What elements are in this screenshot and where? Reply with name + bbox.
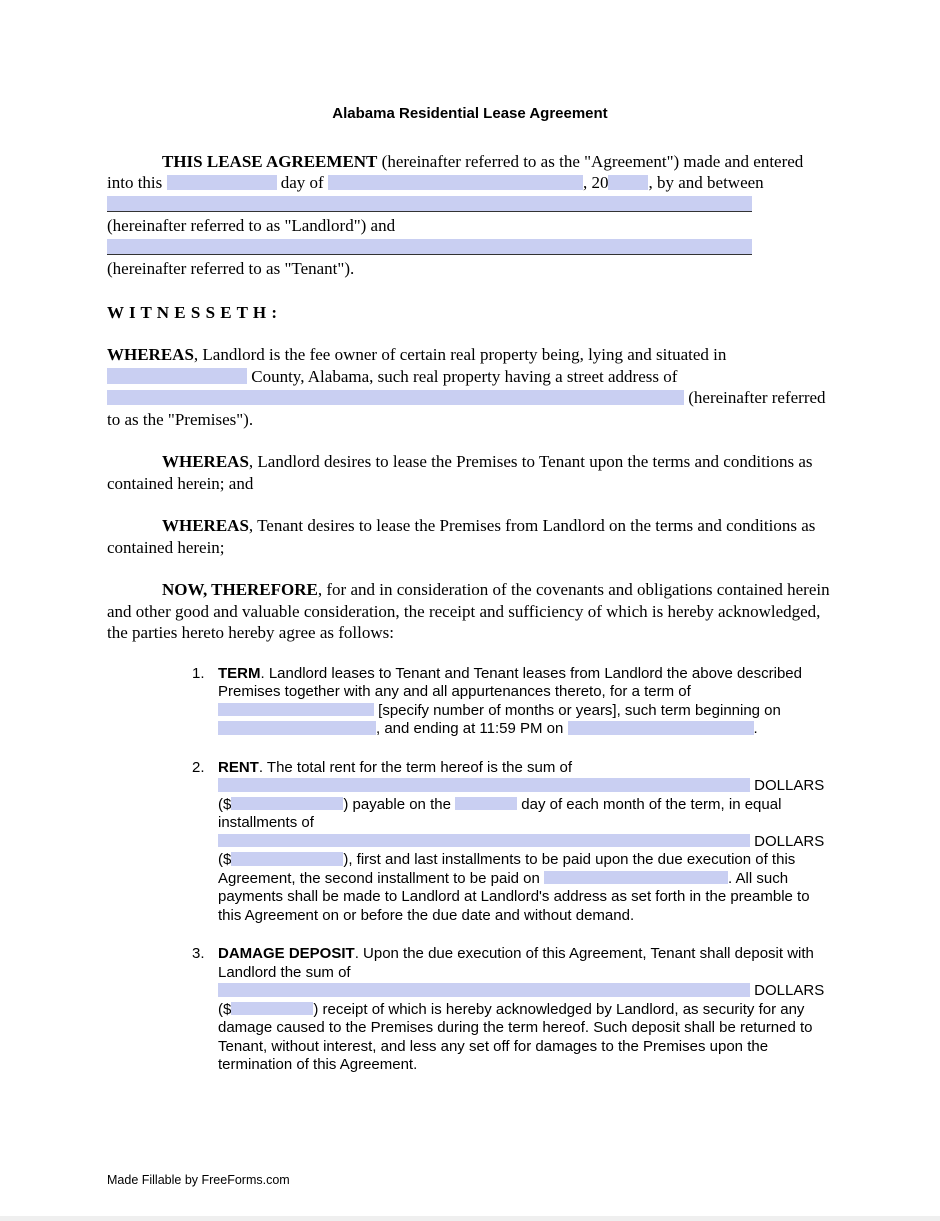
text-run: , by and between	[648, 173, 764, 192]
text-run: day of	[276, 173, 328, 192]
page-title: Alabama Residential Lease Agreement	[332, 105, 608, 122]
text-run: , Tenant desires to lease the Premises from Landlord on the terms and conditions as contained herein;	[107, 516, 816, 557]
bold-text-run: THIS LEASE AGREEMENT	[162, 151, 378, 171]
bold-text-run: WHEREAS	[162, 452, 249, 471]
now-therefore-paragraph	[107, 579, 833, 644]
bold-text-run: NOW, THEREFORE	[162, 580, 318, 599]
fillable-blank-field[interactable]	[544, 871, 728, 885]
text-run: , Landlord is the fee owner of certain real property being, lying and situated in	[193, 345, 727, 364]
bold-text-run: TERM	[218, 664, 261, 682]
text-run: (hereinafter referred to as "Tenant").	[107, 259, 355, 278]
footer-note: Made Fillable by FreeForms.com	[107, 1173, 290, 1187]
whereas-landlord-paragraph	[107, 451, 833, 494]
text-run: DOLLARS ($	[218, 832, 825, 868]
fillable-blank-field[interactable]	[328, 175, 583, 190]
clause-term	[107, 665, 833, 739]
text-run: County, Alabama, such real property having a street address of	[247, 366, 678, 386]
clause-damage-deposit-number: 3.	[192, 945, 205, 962]
text-run: , 20	[582, 173, 609, 192]
fillable-blank-field[interactable]	[218, 983, 750, 997]
text-run: , and ending at 11:59 PM on	[376, 720, 568, 737]
text-run: . The total rent for the term hereof is the sum of	[258, 758, 573, 776]
text-run: day of each month of the term, in equal installments of	[218, 795, 782, 831]
fillable-blank-field[interactable]	[568, 721, 754, 735]
page-bottom-edge	[0, 1216, 940, 1221]
opening-paragraph	[107, 151, 833, 280]
text-run: DOLLARS ($	[218, 777, 825, 813]
clause-rent	[107, 759, 833, 926]
bold-text-run: DAMAGE DEPOSIT	[218, 945, 355, 962]
clause-rent-number: 2.	[192, 758, 205, 776]
text-run: ), first and last installments to be paid upon the due execution of this Agreement, the second installment to be paid on	[218, 851, 796, 887]
clause-damage-deposit	[107, 945, 833, 1075]
text-run: . Landlord leases to Tenant and Tenant leases from Landlord the above described Premises together with any and all appurtenances thereto, for a term of	[218, 664, 802, 700]
text-run: DOLLARS ($	[218, 982, 825, 1018]
fillable-blank-field[interactable]	[218, 703, 374, 717]
text-run: . All such payments shall be made to Landlord at Landlord's address as set forth in the preamble to this Agreement on or before the due date and without demand.	[218, 869, 810, 924]
fillable-blank-field[interactable]	[218, 834, 750, 848]
clause-term-body	[218, 665, 833, 739]
fillable-blank-field[interactable]	[455, 797, 517, 811]
text-run: ) receipt of which is hereby acknowledged by Landlord, as security for any damage caused to the Premises during the term hereof. Such deposit shall be returned to Tenant, without interest, and less any set off for damages to the Premises upon the termination of this Agreement.	[218, 1000, 813, 1073]
fillable-blank-field[interactable]	[107, 368, 247, 383]
fillable-blank-field[interactable]	[167, 175, 277, 190]
text-run: .	[753, 720, 758, 737]
text-run: (hereinafter referred to as the "Premises").	[107, 388, 826, 429]
whereas-tenant-paragraph	[107, 515, 833, 558]
clause-term-number: 1.	[192, 664, 205, 682]
whereas-owner-paragraph	[107, 344, 833, 430]
text-run: (hereinafter referred to as the "Agreement") made and entered into this	[107, 151, 804, 192]
fillable-blank-field[interactable]	[218, 721, 376, 735]
bold-text-run: WHEREAS	[162, 516, 249, 535]
bold-text-run: WHEREAS	[107, 345, 194, 364]
bold-text-run: RENT	[218, 758, 259, 776]
fillable-blank-field[interactable]	[107, 196, 752, 211]
fillable-blank-field[interactable]	[231, 797, 343, 811]
text-run: . Upon the due execution of this Agreement, Tenant shall deposit with Landlord the sum of	[218, 945, 814, 981]
text-run: ) payable on the	[343, 795, 456, 813]
text-run: , Landlord desires to lease the Premises to Tenant upon the terms and conditions as contained herein; and	[107, 452, 813, 493]
fillable-blank-field[interactable]	[231, 852, 343, 866]
fillable-blank-field[interactable]	[218, 778, 750, 792]
text-run: , for and in consideration of the covenants and obligations contained herein and other good and valuable consideration, the receipt and sufficiency of which is hereby acknowledged, the parties hereto hereby agree as follows:	[107, 580, 830, 642]
text-run: [specify number of months or years], such term beginning on	[374, 701, 781, 719]
clause-list	[107, 665, 833, 1075]
fillable-blank-field[interactable]	[107, 239, 752, 254]
witnesseth-heading: W I T N E S S E T H :	[107, 302, 278, 322]
fillable-blank-field[interactable]	[107, 390, 684, 405]
fillable-blank-field[interactable]	[608, 175, 648, 190]
clause-rent-body	[218, 759, 833, 926]
text-run: (hereinafter referred to as "Landlord") and	[107, 216, 396, 235]
clause-damage-deposit-body	[218, 945, 833, 1075]
fillable-blank-field[interactable]	[231, 1002, 313, 1016]
